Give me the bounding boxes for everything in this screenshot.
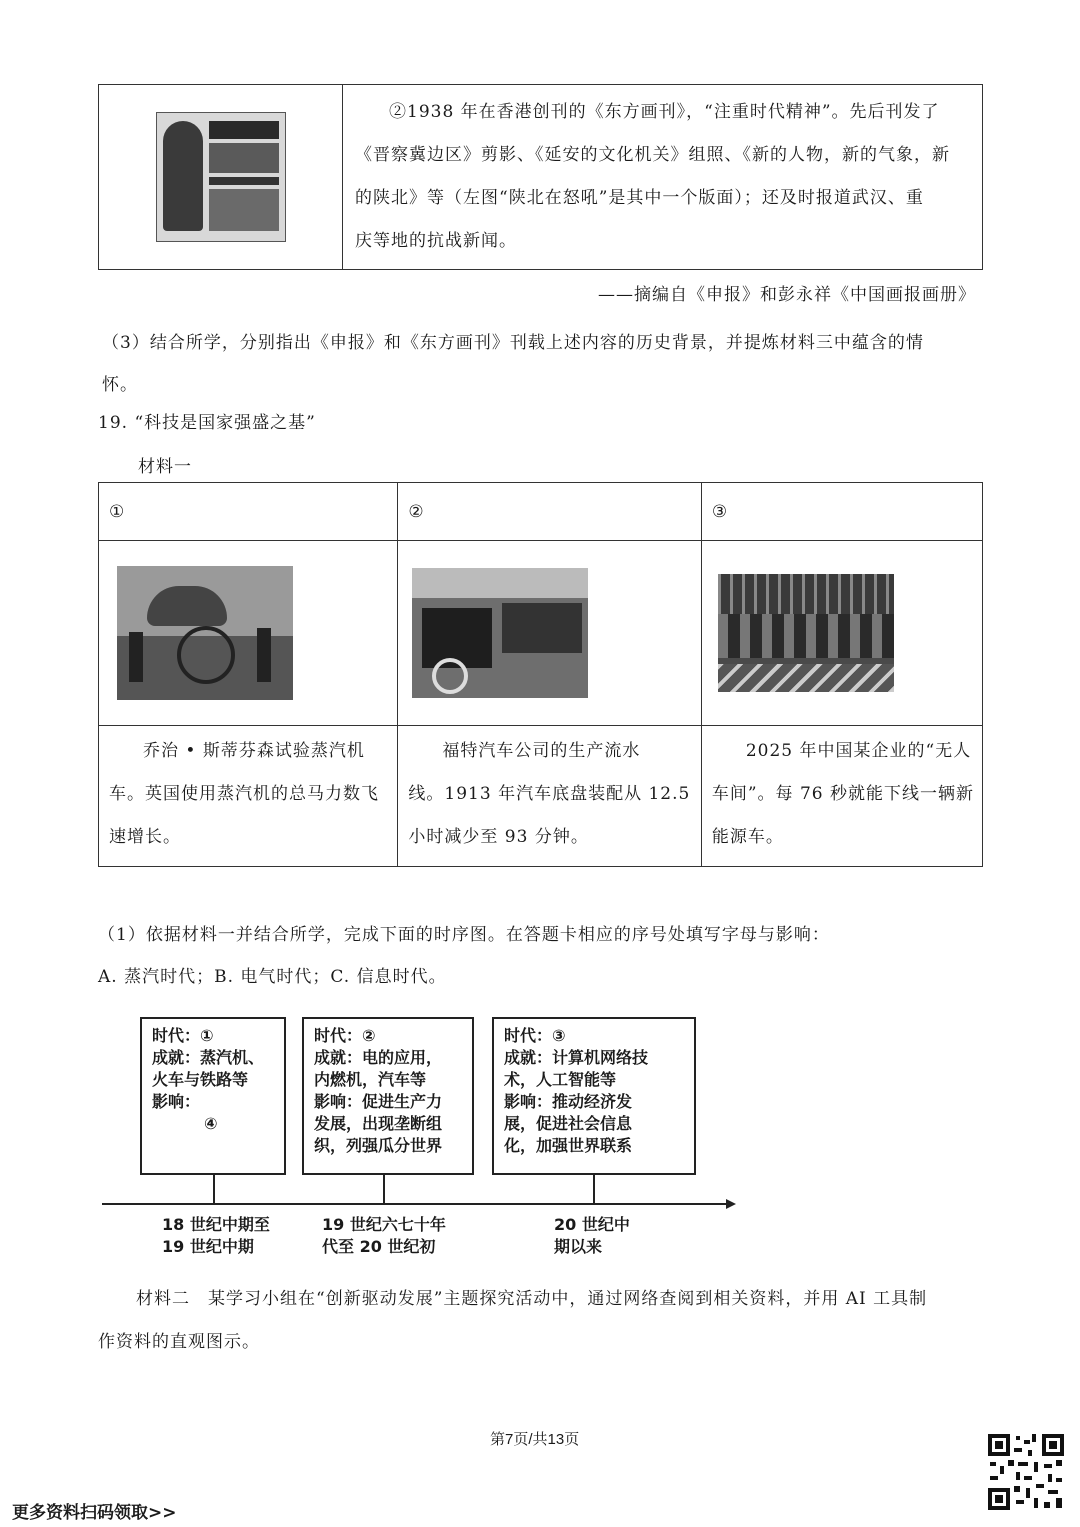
page-number: 第7页/共13页 [490,1431,580,1448]
image-cell-1 [99,541,398,726]
material-2 [98,1278,928,1364]
newspaper-paragraph-line-2: 《晋察冀边区》剪影、《延安的文化机关》组照、《新的人物，新的气象，新 [355,145,950,165]
qr-code-icon[interactable] [986,1432,1066,1512]
material-1-label: 材料一 [138,457,192,477]
newspaper-paragraph-line-4: 庆等地的抗战新闻。 [355,231,517,251]
timeline-period-1: 18 世纪中期至 19 世纪中期 [162,1215,270,1256]
caption-cell-2: 福特汽车公司的生产流水 线。1913 年汽车底盘装配从 12.5 小时减少至 93 分钟。 [398,726,701,867]
timeline-period-2: 19 世纪六七十年 代至 20 世纪初 [322,1215,446,1256]
newspaper-page-image [156,112,286,242]
source-citation: ——摘编自《申报》和彭永祥《中国画报画册》 [598,285,976,305]
newspaper-paragraph-line-3: 的陕北》等（左图“陕北在怒吼”是其中一个版面）；还及时报道武汉、重 [355,188,924,208]
question-3 [102,322,924,406]
unmanned-workshop-photo [718,574,894,692]
era-options: A. 蒸汽时代；B. 电气时代；C. 信息时代。 [98,967,447,987]
header-cell-2: ② [398,483,701,541]
question-3-line-1: （3）结合所学，分别指出《申报》和《东方画刊》刊载上述内容的历史背景，并提炼材料三中蕴含的情 [102,333,924,353]
steam-locomotive-photo [117,566,293,700]
ford-assembly-line-photo [412,568,588,698]
timeline-box-2: 时代：② 成就：电的应用， 内燃机，汽车等 影响：促进生产力 发展，出现垄断组 织，列强瓜分世界 [302,1017,474,1175]
newspaper-table [98,84,983,270]
image-cell-3 [701,541,982,726]
caption-cell-1: 乔治 • 斯蒂芬森试验蒸汽机 车。英国使用蒸汽机的总马力数飞 速增长。 [99,726,398,867]
material-1-table [98,482,983,867]
question-1: （1）依据材料一并结合所学，完成下面的时序图。在答题卡相应的序号处填写字母与影响： [98,925,830,945]
newspaper-paragraph-line-1: ②1938 年在香港创刊的《东方画刊》，“注重时代精神”。先后刊发了 [389,102,940,122]
material-2-line-2: 作资料的直观图示。 [98,1332,260,1352]
timeline-box-1: 时代：① 成就：蒸汽机、 火车与铁路等 影响： ④ [140,1017,286,1175]
newspaper-text-cell [343,85,983,270]
timeline-period-3: 20 世纪中 期以来 [554,1215,630,1256]
caption-cell-3: 2025 年中国某企业的“无人 车间”。每 76 秒就能下线一辆新 能源车。 [701,726,982,867]
timeline-axis [100,1174,740,1214]
promo-link[interactable]: 更多资料扫码领取>> [12,1503,177,1523]
question-19-title: 19. “科技是国家强盛之基” [98,413,316,433]
timeline-arrowhead [726,1199,736,1209]
material-2-line-1: 材料二 某学习小组在“创新驱动发展”主题探究活动中，通过网络查阅到相关资料，并用 AI 工具制 [136,1289,928,1309]
timeline-box-3: 时代：③ 成就：计算机网络技 术，人工智能等 影响：推动经济发 展，促进社会信息 化，加强世界联系 [492,1017,696,1175]
question-3-line-2: 怀。 [102,375,138,395]
image-cell-2 [398,541,701,726]
newspaper-image-cell [99,85,343,270]
header-cell-3: ③ [701,483,982,541]
header-cell-1: ① [99,483,398,541]
